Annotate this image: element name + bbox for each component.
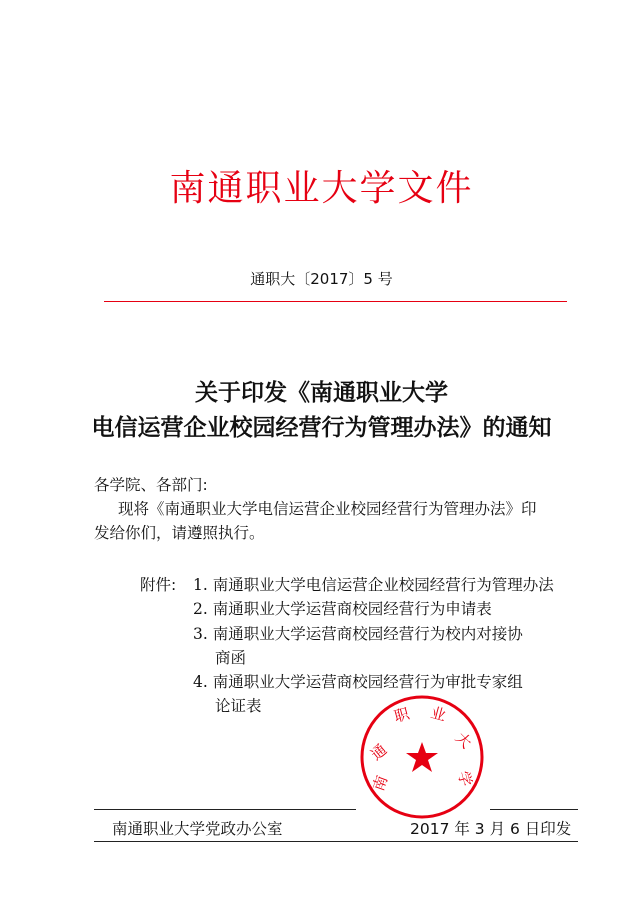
attachment-item-3-continued: 商函 — [215, 649, 247, 667]
attachment-number: 4. — [193, 673, 208, 691]
attachment-title: 南通职业大学运营商校园经营行为审批专家组 — [212, 673, 523, 691]
salutation: 各学院、各部门: — [94, 476, 208, 494]
attachment-item-1 — [193, 573, 554, 597]
seal-char: 学 — [454, 769, 476, 789]
document-header-title: 南通职业大学文件 — [169, 168, 474, 209]
seal-char: 业 — [428, 703, 448, 725]
attachment-title: 南通职业大学电信运营企业校园经营行为管理办法 — [212, 576, 554, 594]
attachment-title: 南通职业大学运营商校园经营行为申请表 — [212, 600, 492, 618]
footer-top-rule-right — [490, 809, 578, 810]
attachment-item-2 — [193, 597, 492, 621]
footer-bottom-rule — [94, 841, 578, 842]
body-paragraph-line-1: 现将《南通职业大学电信运营企业校园经营行为管理办法》印 — [118, 500, 537, 518]
attachment-title: 南通职业大学运营商校园经营行为校内对接协 — [212, 625, 523, 643]
seal-char: 大 — [451, 728, 476, 753]
seal-char: 职 — [392, 704, 412, 726]
notice-title-line-2: 电信运营企业校园经营行为管理办法》的通知 — [91, 415, 552, 441]
notice-title-line-1: 关于印发《南通职业大学 — [195, 380, 448, 406]
attachment-number: 3. — [193, 625, 208, 643]
attachment-item-4 — [193, 670, 523, 694]
red-separator-line — [104, 301, 567, 302]
footer-top-rule-left — [94, 809, 356, 810]
official-seal-stamp — [357, 692, 487, 822]
attachments-label: 附件: — [140, 576, 177, 594]
body-paragraph-line-2: 发给你们，请遵照执行。 — [94, 524, 265, 542]
attachment-item-3 — [193, 622, 523, 646]
seal-char: 通 — [367, 740, 391, 764]
seal-star-icon — [406, 742, 438, 772]
document-number: 通职大〔2017〕5 号 — [250, 270, 393, 288]
seal-char: 南 — [369, 773, 392, 794]
attachment-item-4-continued: 论证表 — [215, 697, 262, 715]
attachment-number: 1. — [193, 576, 208, 594]
attachment-number: 2. — [193, 600, 208, 618]
issuing-office: 南通职业大学党政办公室 — [112, 820, 283, 838]
issue-date: 2017 年 3 月 6 日印发 — [410, 820, 572, 838]
